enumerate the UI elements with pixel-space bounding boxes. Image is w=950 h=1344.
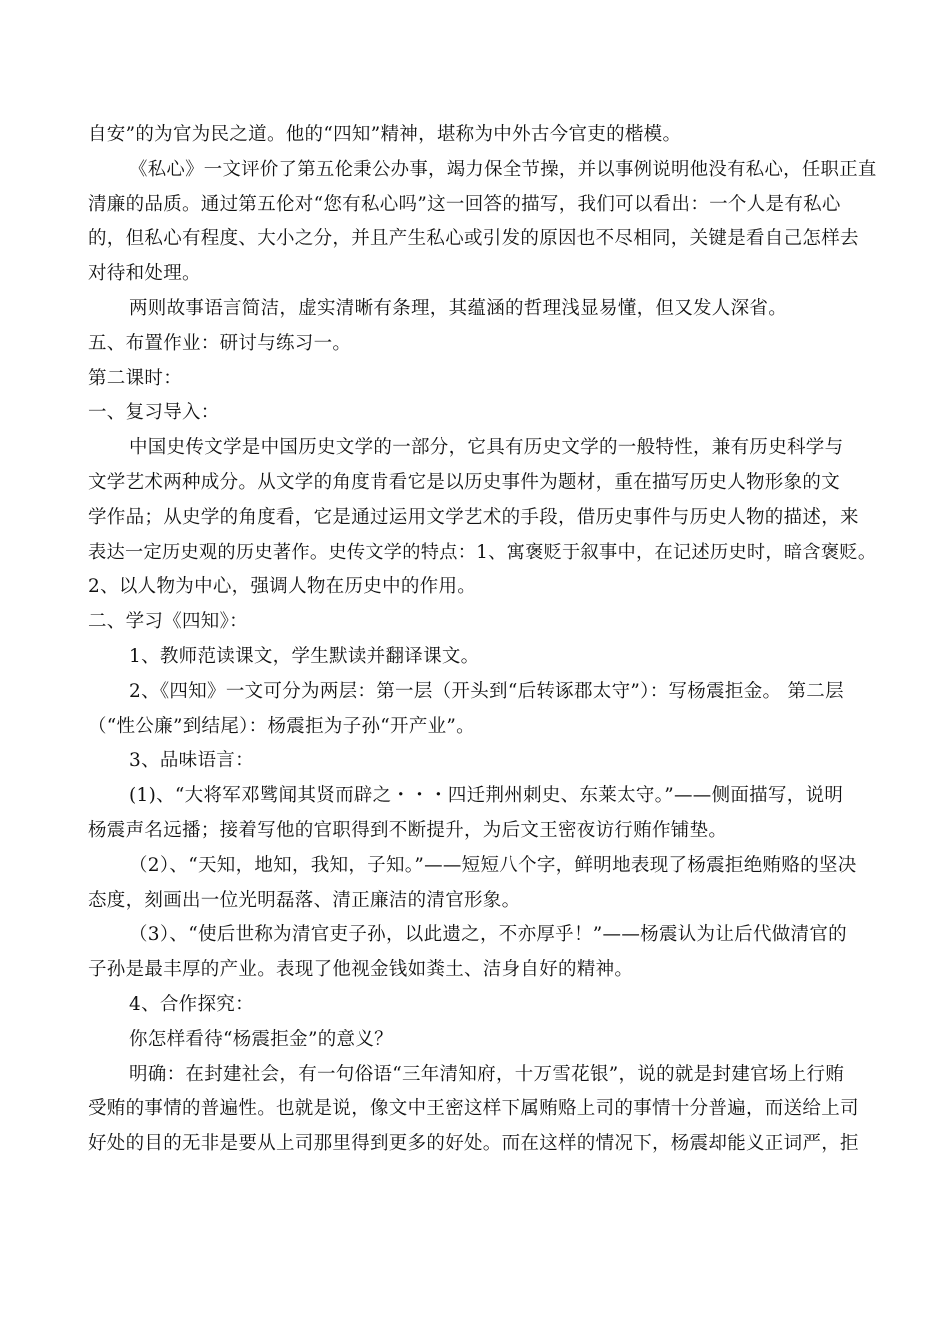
text-line: 好处的目的无非是要从上司那里得到更多的好处。而在这样的情况下，杨震却能义正词严，拒 <box>88 1133 859 1155</box>
document-page <box>88 118 877 1162</box>
text-line: 学作品；从史学的角度看，它是通过运用文学艺术的手段，借历史事件与历史人物的描述，来 <box>88 506 859 528</box>
text-line: 受贿的事情的普遍性。也就是说，像文中王密这样下属贿赂上司的事情十分普遍，而送给上司 <box>88 1098 859 1120</box>
text-line: （3）、“使后世称为清官吏子孙，以此遗之，不亦厚乎！”——杨震认为让后代做清官的 <box>129 924 847 946</box>
text-line: 2、以人物为中心，强调人物在历史中的作用。 <box>88 576 477 598</box>
text-line: 态度，刻画出一位光明磊落、清正廉洁的清官形象。 <box>88 889 521 911</box>
text-line: （2）、“天知，地知，我知，子知。”——短短八个字，鲜明地表现了杨震拒绝贿赂的坚决 <box>129 854 857 876</box>
text-line: (1)、“大将军邓骘闻其贤而辟之・・・四迁荆州刺史、东莱太守。”——侧面描写，说明 <box>129 785 844 807</box>
text-line: 中国史传文学是中国历史文学的一部分，它具有历史文学的一般特性，兼有历史科学与 <box>129 437 844 459</box>
text-line: 一、复习导入： <box>88 402 220 424</box>
text-line: 对待和处理。 <box>88 263 201 285</box>
text-line: 你怎样看待“杨震拒金”的意义？ <box>129 1028 393 1050</box>
text-line: 二、学习《四知》： <box>88 611 248 633</box>
text-line: 的，但私心有程度、大小之分，并且产生私心或引发的原因也不尽相同，关键是看自己怎样去 <box>88 228 859 250</box>
text-line: 4、合作探究： <box>129 993 254 1015</box>
text-line: 两则故事语言简洁，虚实清晰有条理，其蕴涵的哲理浅显易懂，但又发人深省。 <box>129 297 788 319</box>
text-line: 表达一定历史观的历史著作。史传文学的特点：1、寓褒贬于叙事中，在记述历史时，暗含褒贬。 <box>88 541 877 563</box>
text-line: 《私心》一文评价了第五伦秉公办事，竭力保全节操，并以事例说明他没有私心，任职正直 <box>129 158 877 180</box>
text-line: 子孙是最丰厚的产业。表现了他视金钱如粪土、洁身自好的精神。 <box>88 959 634 981</box>
text-line: 文学艺术两种成分。从文学的角度肯看它是以历史事件为题材，重在描写历史人物形象的文 <box>88 471 841 493</box>
text-line: 第二课时： <box>88 367 183 389</box>
text-line: 清廉的品质。通过第五伦对“您有私心吗”这一回答的描写，我们可以看出：一个人是有私心 <box>88 193 841 215</box>
text-line: 明确：在封建社会，有一句俗语“三年清知府，十万雪花银”，说的就是封建官场上行贿 <box>129 1063 845 1085</box>
text-line: 自安”的为官为民之道。他的“四知”精神，堪称为中外古今官吏的楷模。 <box>88 124 682 145</box>
text-line: 2、《四知》一文可分为两层：第一层（开头到“后转诼郡太守”）：写杨震拒金。 第二层 <box>129 680 844 702</box>
text-line: 五、布置作业：研讨与练习一。 <box>88 332 352 354</box>
text-line: 3、品味语言： <box>129 750 254 772</box>
text-line: （“性公廉”到结尾）：杨震拒为子孙“开产业”。 <box>88 715 475 737</box>
text-line: 杨震声名远播；接着写他的官职得到不断提升，为后文王密夜访行贿作铺垫。 <box>88 819 728 841</box>
text-line: 1、教师范读课文，学生默读并翻译课文。 <box>129 645 480 667</box>
